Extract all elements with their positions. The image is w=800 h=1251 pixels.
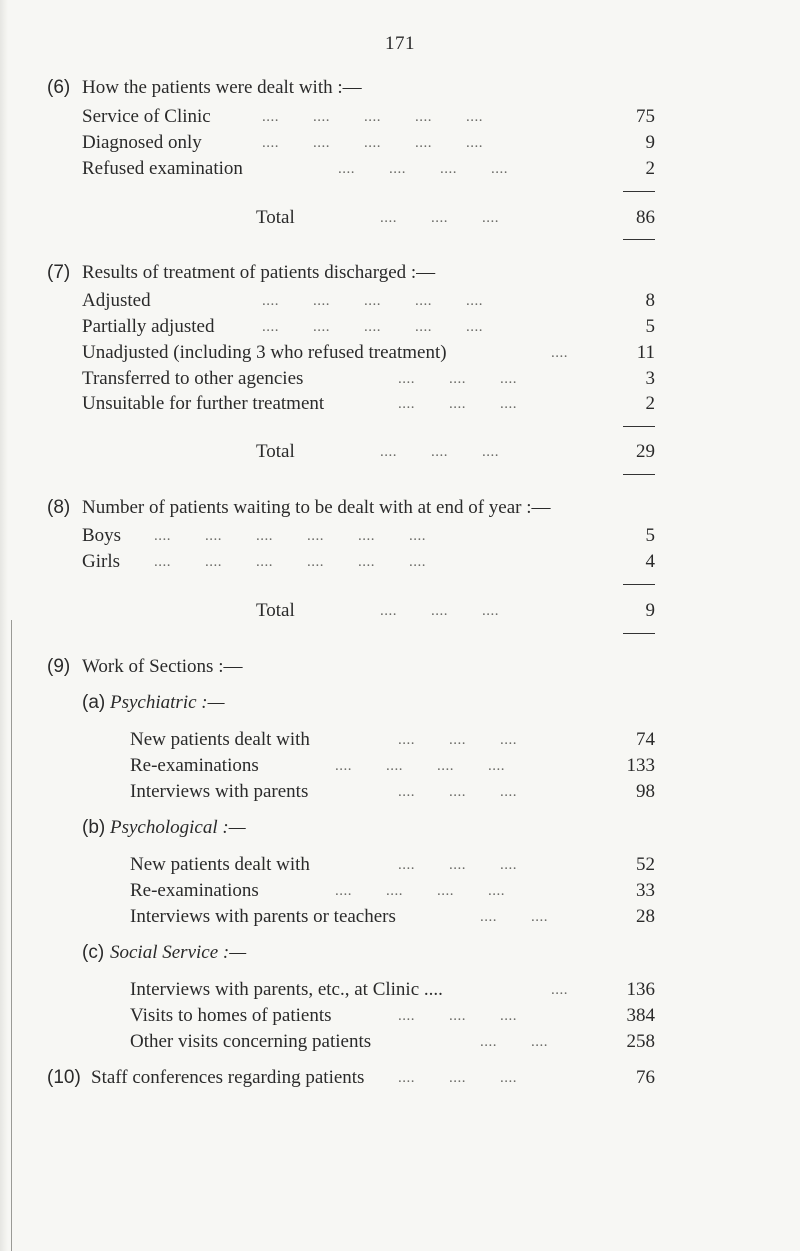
item-label: Interviews with parents, etc., at Clinic .... [130,979,443,1000]
total-value: 9 [645,600,655,621]
item-value: 384 [626,1005,655,1026]
item-label: Unsuitable for further treatment [82,393,325,414]
item-value: 5 [645,316,655,337]
leader-dots: .... .... .... .... .... .... [154,528,426,544]
leader-dots: .... .... .... [398,371,517,387]
subsection-title: Psychological :— [110,817,246,838]
section-label: Staff conferences regarding patients [91,1067,365,1088]
leader-dots: .... .... .... [398,396,517,412]
item-value: 5 [645,525,655,546]
item-value: 98 [636,781,655,802]
leader-dots: .... .... .... .... [335,883,505,899]
leader-dots: .... .... .... .... [335,758,505,774]
total-value: 29 [636,441,655,462]
leader-dots: .... .... .... .... .... [262,109,483,125]
leader-dots: .... .... [480,909,548,925]
item-value: 2 [645,158,655,179]
leader-dots: .... .... [480,1034,548,1050]
leader-dots: .... .... .... [398,784,517,800]
sum-rule [623,584,655,585]
item-value: 74 [636,729,655,750]
total-label: Total [256,441,295,462]
section-heading: Number of patients waiting to be dealt with at end of year :— [82,497,551,518]
item-value: 52 [636,854,655,875]
item-value: 258 [626,1031,655,1052]
sum-rule [623,474,655,475]
item-label: Service of Clinic [82,106,211,127]
item-label: New patients dealt with [130,729,310,750]
sum-rule [623,426,655,427]
item-value: 9 [645,132,655,153]
item-label: Diagnosed only [82,132,202,153]
section-value: 76 [636,1067,655,1088]
leader-dots: .... [551,345,568,361]
leader-dots: .... .... .... [398,1008,517,1024]
section-number: (6) [47,77,71,98]
subsection-title: Social Service :— [110,942,247,963]
item-label: Interviews with parents [130,781,309,802]
subsection-letter: (b) [82,817,106,838]
leader-dots: .... .... .... [398,1070,517,1086]
sum-rule [623,191,655,192]
item-label: Girls [82,551,120,572]
item-value: 2 [645,393,655,414]
leader-dots: .... .... .... [398,857,517,873]
item-value: 8 [645,290,655,311]
item-label: Refused examination [82,158,243,179]
section-number: (9) [47,656,71,677]
leader-dots: .... .... .... .... .... .... [154,554,426,570]
item-label: Other visits concerning patients [130,1031,372,1052]
sum-rule [623,239,655,240]
sum-rule [623,633,655,634]
section-heading: How the patients were dealt with :— [82,77,362,98]
leader-dots: .... .... .... [380,444,499,460]
page-number: 171 [385,33,415,54]
item-value: 4 [645,551,655,572]
total-label: Total [256,600,295,621]
item-label: Visits to homes of patients [130,1005,332,1026]
item-label: Unadjusted (including 3 who refused treatment) [82,342,447,363]
section-heading: Results of treatment of patients discharged :— [82,262,436,283]
section-number: (7) [47,262,71,283]
item-label: Adjusted [82,290,151,311]
item-value: 11 [636,342,655,363]
subsection-title: Psychiatric :— [110,692,225,713]
section-number: (10) [47,1067,81,1088]
item-label: Re-examinations [130,880,259,901]
item-label: Re-examinations [130,755,259,776]
leader-dots: .... .... .... [380,210,499,226]
subsection-letter: (c) [82,942,105,963]
item-value: 75 [636,106,655,127]
section-number: (8) [47,497,71,518]
total-label: Total [256,207,295,228]
item-value: 3 [645,368,655,389]
scan-line [11,620,12,1251]
item-value: 33 [636,880,655,901]
leader-dots: .... .... .... [380,603,499,619]
section-heading: Work of Sections :— [82,656,243,677]
leader-dots: .... .... .... .... .... [262,319,483,335]
item-value: 136 [626,979,655,1000]
leader-dots: .... .... .... .... .... [262,293,483,309]
item-value: 133 [626,755,655,776]
leader-dots: .... .... .... .... [338,161,508,177]
leader-dots: .... .... .... [398,732,517,748]
total-value: 86 [636,207,655,228]
subsection-letter: (a) [82,692,106,713]
scan-edge [0,0,8,1251]
item-label: New patients dealt with [130,854,310,875]
item-label: Interviews with parents or teachers [130,906,396,927]
leader-dots: .... .... .... .... .... [262,135,483,151]
item-label: Partially adjusted [82,316,215,337]
item-value: 28 [636,906,655,927]
item-label: Transferred to other agencies [82,368,304,389]
item-label: Boys [82,525,122,546]
leader-dots: .... [551,982,568,998]
